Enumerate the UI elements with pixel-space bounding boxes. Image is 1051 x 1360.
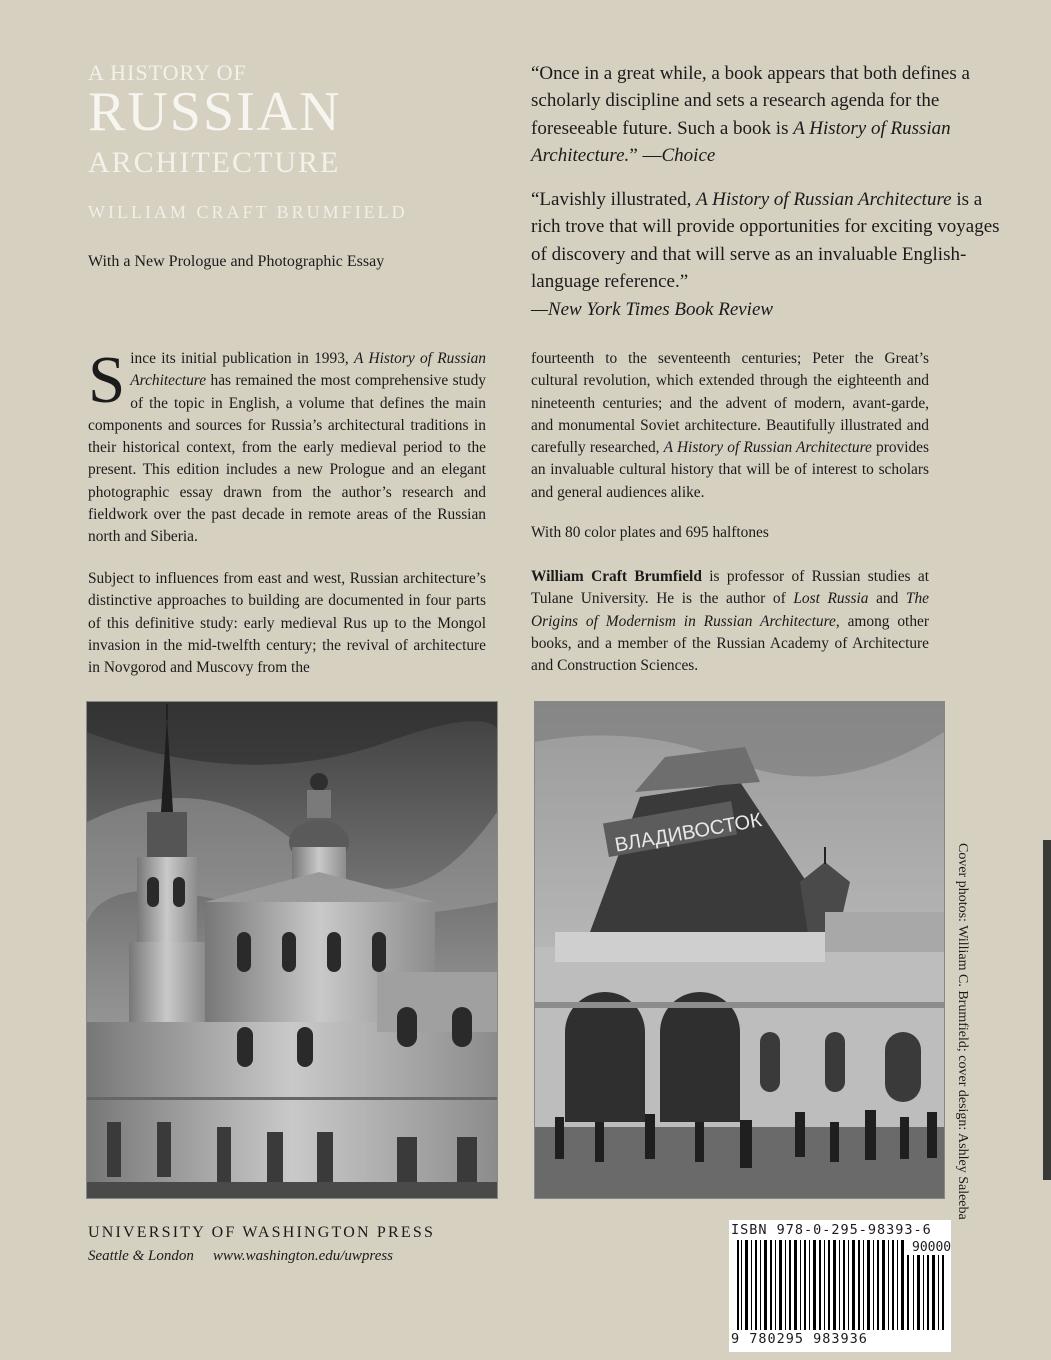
description-paragraph-2: Subject to influences from east and west, Russian architecture’s distinctive approaches to building are documented in four parts of this definitive study: early medieval Rus up to the Mongol invasion in the mid-twelfth century; the revival of architecture in Novgorod and Muscovy from the	[88, 570, 486, 677]
drop-cap: S	[88, 343, 126, 417]
station-photo	[534, 701, 945, 1199]
plates-count: With 80 color plates and 695 halftones	[531, 524, 769, 541]
cover-credit: Cover photos: William C. Brumfield; cover design: Ashley Saleeba	[955, 843, 970, 1220]
review-quote-choice: “Once in a great while, a book appears that both defines a scholarly discipline and sets a research agenda for the foreseeable future. Such a book is A History of Russian Architecture.” —Choice	[531, 63, 970, 167]
station-illustration	[535, 702, 944, 1198]
title-line-3: ARCHITECTURE	[88, 146, 341, 179]
description-paragraph-3: fourteenth to the seventeenth centuries; Peter the Great’s cultural revolution, which extended through the eighteenth and nineteenth centuries; and the advent of modern, avant-garde, and monumental Soviet architecture. Beautifully illustrated and carefully researched, A History of Russian Architecture provides an invaluable cultural history that will be of interest to scholars and general audiences alike.	[531, 350, 929, 501]
review-quote-nytbr: “Lavishly illustrated, A History of Russian Architecture is a rich trove that will provide opportunities for exciting voyages of discovery and that will serve as an invaluable English-language reference.” —New York Times Book Review	[531, 189, 1000, 320]
author-bio: William Craft Brumfield is professor of Russian studies at Tulane University. He is the author of Lost Russia and The Origins of Modernism in Russian Architecture, among other books, and a member of the Russian Academy of Architecture and Construction Sciences.	[531, 568, 930, 675]
publisher-city: Seattle & London	[88, 1248, 194, 1264]
isbn-number: ISBN 978-0-295-98393-6	[731, 1222, 932, 1238]
edition-subtitle: With a New Prologue and Photographic Essay	[88, 253, 385, 270]
church-photo	[86, 701, 498, 1199]
publisher-name: UNIVERSITY OF WASHINGTON PRESS	[88, 1224, 436, 1241]
church-illustration	[87, 702, 497, 1198]
ean-number: 9 780295 983936	[731, 1331, 868, 1347]
title-line-1: A HISTORY OF	[88, 60, 247, 85]
price-code: 90000	[912, 1240, 952, 1255]
station-sign: ВЛАДИВОСТОК	[613, 809, 764, 857]
publisher-url: www.washington.edu/uwpress	[213, 1248, 394, 1264]
description-paragraph-1: Since its initial publication in 1993, A History of Russian Architecture has remained the most comprehensive study of the topic in English, a volume that defines the main components and sources for Russia’s architectural traditions in their historical context, from the early medieval period to the present. This edition includes a new Prologue and an elegant photographic essay drawn from the author’s research and fieldwork over the past decade in remote areas of the Russian north and Siberia.	[88, 343, 486, 546]
author-name: WILLIAM CRAFT BRUMFIELD	[88, 202, 408, 222]
title-main: RUSSIAN	[88, 81, 342, 143]
spine-edge	[1043, 840, 1051, 1180]
